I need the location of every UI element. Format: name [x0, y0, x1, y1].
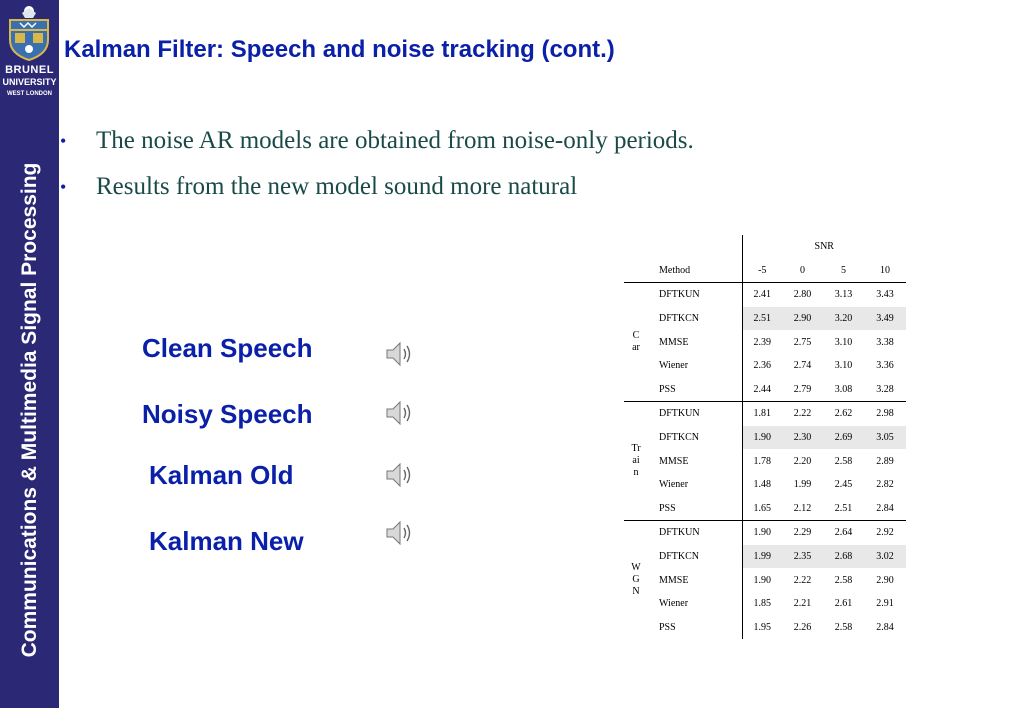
- table-row: [624, 378, 906, 402]
- table-row: [624, 307, 906, 331]
- table-row: [624, 545, 906, 569]
- crest-icon: [6, 4, 52, 62]
- table-row: [624, 354, 906, 378]
- score-cell: 1.95: [742, 616, 782, 640]
- university-logo: [0, 0, 59, 108]
- score-cell: 2.21: [793, 598, 812, 610]
- table-row: [624, 449, 906, 473]
- method-cell: MMSE: [659, 336, 689, 348]
- bullet-symbol: •: [60, 131, 67, 151]
- score-cell: 2.89: [876, 455, 894, 467]
- snr-level: 0: [800, 264, 805, 276]
- sidebar: [0, 0, 59, 708]
- noise-group-label: WGN: [624, 521, 648, 639]
- score-cell: 3.13: [823, 283, 864, 307]
- score-cell: 1.99: [742, 545, 782, 569]
- method-cell: DFTKCN: [659, 432, 700, 444]
- method-cell: Wiener: [659, 598, 689, 610]
- score-cell: 2.90: [782, 307, 823, 331]
- score-cell: 1.78: [742, 449, 782, 473]
- score-cell: 2.61: [834, 598, 853, 610]
- score-cell: 3.43: [864, 283, 906, 307]
- snr-header: SNR: [742, 235, 906, 259]
- results-table: [624, 235, 906, 639]
- score-cell: 2.45: [834, 479, 853, 491]
- kalman-new-label: Kalman New: [149, 526, 304, 556]
- score-cell: 2.69: [823, 426, 864, 450]
- score-cell: 2.26: [793, 621, 812, 633]
- method-cell: DFTKCN: [659, 551, 700, 563]
- bullet-text: Results from the new model sound more natural: [96, 173, 578, 200]
- logo-line-3: WEST LONDON: [7, 91, 52, 97]
- score-cell: 1.48: [742, 473, 782, 497]
- score-cell: 3.10: [834, 360, 853, 372]
- score-cell: 3.49: [864, 307, 906, 331]
- score-cell: 2.84: [876, 621, 894, 633]
- speaker-icon[interactable]: [384, 518, 414, 548]
- score-cell: 1.65: [742, 497, 782, 521]
- snr-level: -5: [742, 259, 782, 283]
- score-cell: 2.12: [793, 502, 812, 514]
- score-cell: 2.92: [864, 521, 906, 545]
- method-cell: Wiener: [659, 360, 689, 372]
- score-cell: 3.38: [876, 336, 894, 348]
- table-row: [624, 426, 906, 450]
- method-cell: PSS: [659, 502, 676, 514]
- score-cell: 1.85: [742, 592, 782, 616]
- speaker-icon[interactable]: [384, 398, 414, 428]
- score-cell: 2.74: [793, 360, 812, 372]
- method-header: Method: [659, 264, 691, 276]
- score-cell: 2.29: [782, 521, 823, 545]
- score-cell: 2.58: [834, 621, 853, 633]
- score-cell: 2.75: [793, 336, 812, 348]
- table-row: [624, 473, 906, 497]
- method-cell: MMSE: [659, 455, 689, 467]
- logo-line-1: BRUNEL: [5, 64, 54, 76]
- method-cell: DFTKCN: [659, 313, 700, 325]
- method-cell: MMSE: [659, 574, 689, 586]
- score-cell: 3.36: [876, 360, 894, 372]
- method-cell: DFTKUN: [648, 521, 742, 545]
- score-cell: 3.28: [876, 383, 894, 395]
- table-row: [624, 521, 906, 545]
- method-cell: DFTKUN: [648, 283, 742, 307]
- score-cell: 1.90: [742, 568, 782, 592]
- noisy-speech-label: Noisy Speech: [142, 399, 313, 429]
- noise-group-label: Car: [624, 283, 648, 402]
- score-cell: 2.80: [782, 283, 823, 307]
- score-cell: 1.90: [742, 521, 782, 545]
- table-row: [624, 283, 906, 307]
- score-cell: 3.10: [834, 336, 853, 348]
- slide-title: Kalman Filter: Speech and noise tracking (cont.): [64, 36, 615, 63]
- score-cell: 3.05: [864, 426, 906, 450]
- score-cell: 2.79: [793, 383, 812, 395]
- score-cell: 2.22: [793, 574, 812, 586]
- score-cell: 2.51: [742, 307, 782, 331]
- speaker-icon[interactable]: [384, 339, 414, 369]
- score-cell: 3.02: [864, 545, 906, 569]
- method-cell: PSS: [659, 383, 676, 395]
- score-cell: 2.68: [823, 545, 864, 569]
- bullet-symbol: •: [60, 177, 67, 197]
- score-cell: 2.41: [742, 283, 782, 307]
- score-cell: 2.51: [834, 502, 853, 514]
- score-cell: 2.44: [742, 378, 782, 402]
- table-row: [624, 592, 906, 616]
- score-cell: 2.22: [782, 402, 823, 426]
- method-cell: DFTKUN: [648, 402, 742, 426]
- score-cell: 2.20: [793, 455, 812, 467]
- noise-group-label: Train: [624, 402, 648, 521]
- method-cell: Wiener: [659, 479, 689, 491]
- score-cell: 2.62: [823, 402, 864, 426]
- score-cell: 2.58: [834, 455, 853, 467]
- score-cell: 2.91: [876, 598, 894, 610]
- table-row: [624, 568, 906, 592]
- bullet-text: The noise AR models are obtained from noise-only periods.: [96, 127, 694, 154]
- score-cell: 2.39: [742, 330, 782, 354]
- score-cell: 3.08: [834, 383, 853, 395]
- score-cell: 3.20: [823, 307, 864, 331]
- speaker-icon[interactable]: [384, 460, 414, 490]
- snr-level: 10: [880, 264, 890, 276]
- score-cell: 2.90: [876, 574, 894, 586]
- score-cell: 2.84: [876, 502, 894, 514]
- table-row: [624, 616, 906, 640]
- score-cell: 2.35: [782, 545, 823, 569]
- snr-level: 5: [841, 264, 846, 276]
- score-cell: 2.58: [834, 574, 853, 586]
- score-cell: 1.99: [793, 479, 812, 491]
- table-row: [624, 402, 906, 426]
- clean-speech-label: Clean Speech: [142, 333, 313, 363]
- table-row: [624, 497, 906, 521]
- table-row: [624, 330, 906, 354]
- method-cell: PSS: [659, 621, 676, 633]
- kalman-old-label: Kalman Old: [149, 460, 294, 490]
- score-cell: 1.81: [742, 402, 782, 426]
- score-cell: 1.90: [742, 426, 782, 450]
- score-cell: 2.30: [782, 426, 823, 450]
- logo-line-2: UNIVERSITY: [2, 77, 57, 87]
- score-cell: 2.98: [864, 402, 906, 426]
- score-cell: 2.82: [876, 479, 894, 491]
- score-cell: 2.36: [742, 354, 782, 378]
- score-cell: 2.64: [823, 521, 864, 545]
- sidebar-vertical-title: Communications & Multimedia Signal Processing: [18, 162, 41, 658]
